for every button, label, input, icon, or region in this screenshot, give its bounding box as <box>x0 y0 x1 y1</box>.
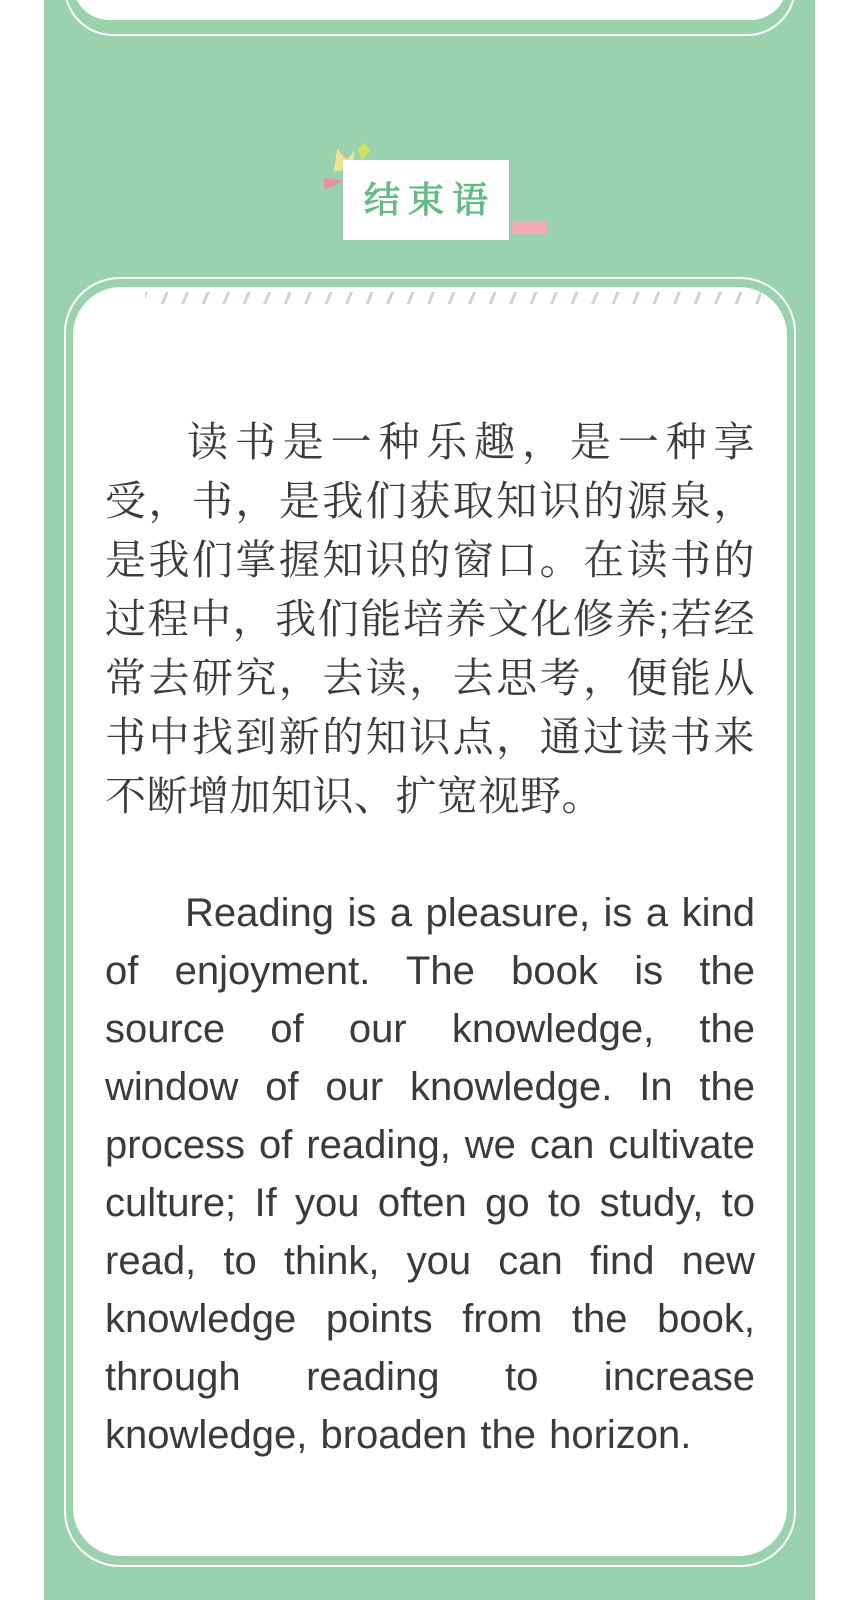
hatch-decoration <box>145 292 761 304</box>
paragraph-english: Reading is a pleasure, is a kind of enjoyment. The book is the source of our knowledge, the window of our knowledge. In the process of reading, we can cultivate culture; If you often go to study, to read, to think, you can find new knowledge points from the book, through reading to increase knowledge, broaden the horizon. <box>105 891 755 1457</box>
pink-bar-icon <box>512 221 547 234</box>
previous-card-fragment <box>73 0 787 20</box>
content-card <box>73 287 787 1556</box>
section-badge-title: 结束语 <box>363 179 496 220</box>
paragraph-chinese: 读书是一种乐趣，是一种享受，书，是我们获取知识的源泉，是我们掌握知识的窗口。在读书的过程中，我们能培养文化修养;若经常去研究，去读，去思考，便能从书中找到新的知识点，通过读书来不断增加知识、扩宽视野。 <box>105 419 755 819</box>
section-badge <box>343 160 509 240</box>
